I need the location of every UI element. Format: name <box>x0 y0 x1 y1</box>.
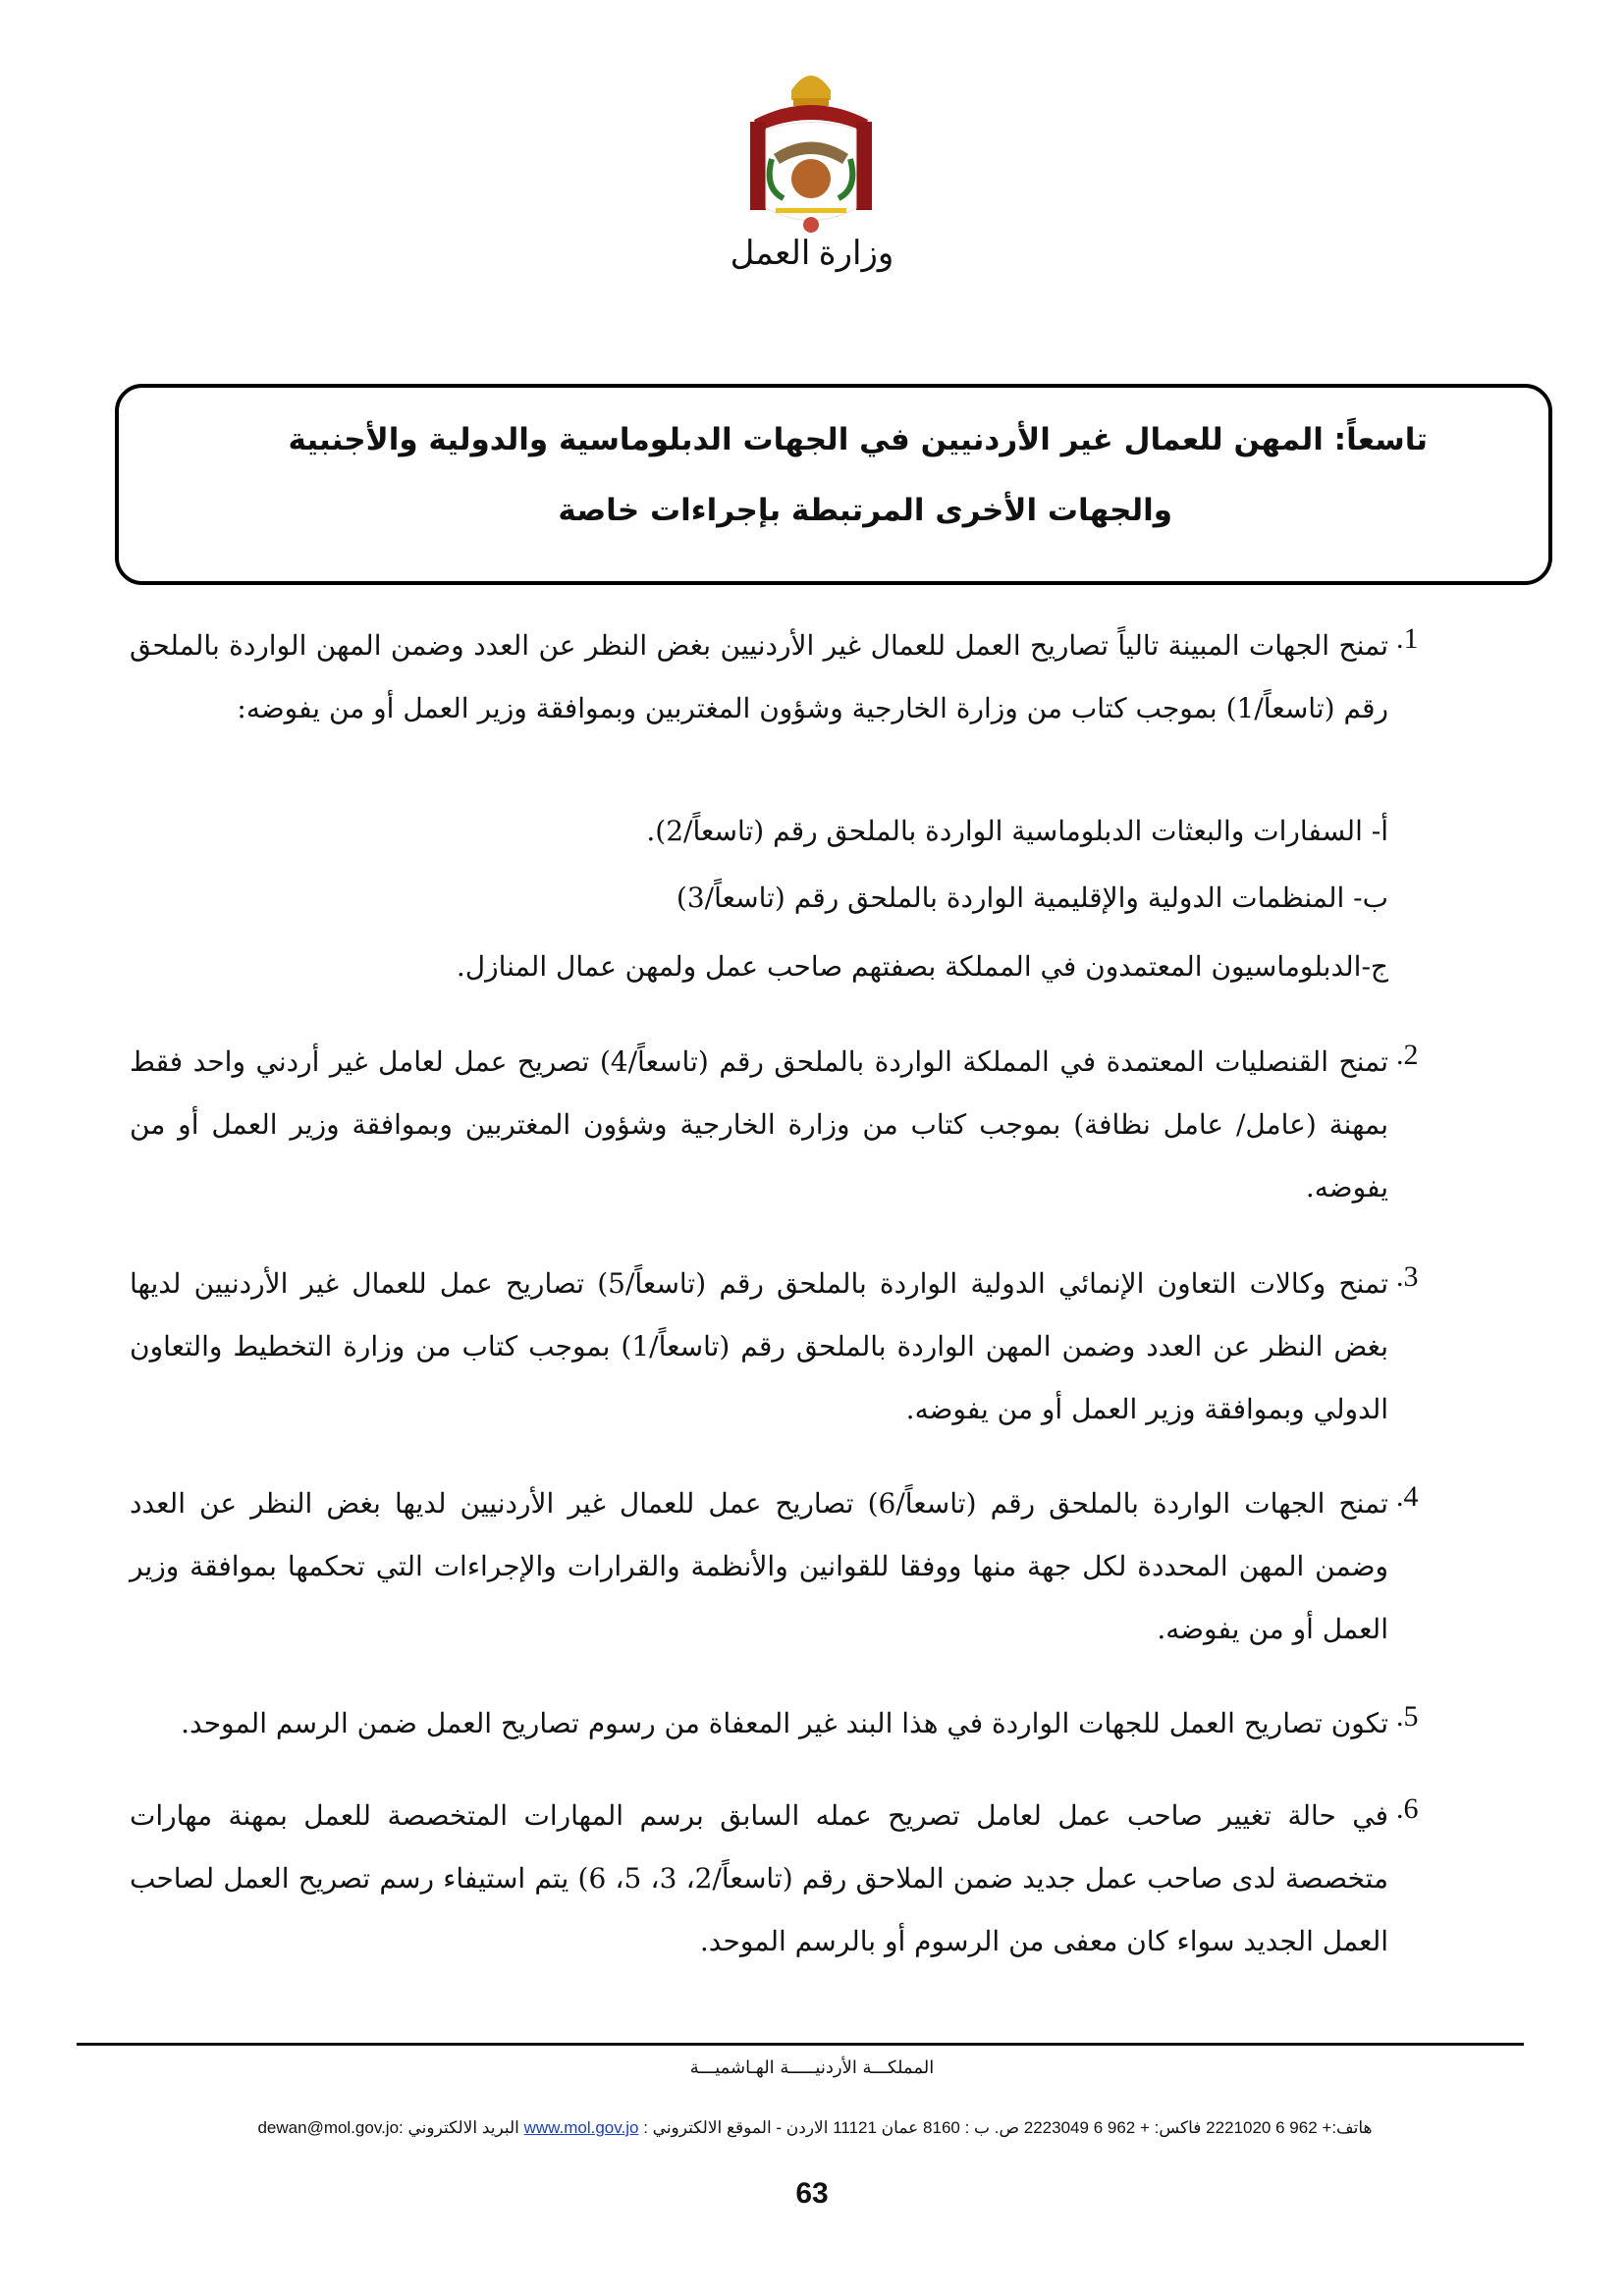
item-number: .4 <box>1396 1480 1419 1513</box>
sub-item: ب- المنظمات الدولية والإقليمية الواردة بالملحق رقم (تاسعاً/3) <box>676 881 1388 914</box>
section-heading-line-2: والجهات الأخرى المرتبطة بإجراءات خاصة <box>558 493 1172 528</box>
section-heading-line-1: تاسعاً: المهن للعمال غير الأردنيين في الجهات الدبلوماسية والدولية والأجنبية <box>288 422 1428 457</box>
website-link[interactable]: www.mol.gov.jo <box>523 2118 639 2137</box>
sub-item: أ- السفارات والبعثات الدبلوماسية الواردة بالملحق رقم (تاسعاً/2). <box>646 815 1388 847</box>
item-text: تمنح القنصليات المعتمدة في المملكة الواردة بالملحق رقم (تاسعاً/4) تصريح عمل لعامل غير أردني واحد فقط بمهنة (عامل/ عامل نظافة) بموجب كتاب من وزارة الخارجية وشؤون المغتربين وبموافقة وزير العمل أو من يفوضه. <box>130 1045 1389 1203</box>
item-number: .6 <box>1396 1792 1419 1825</box>
ministry-name: وزارة العمل <box>730 236 894 272</box>
item-number: .3 <box>1396 1260 1419 1293</box>
item-text: تمنح الجهات الواردة بالملحق رقم (تاسعاً/6) تصاريح عمل للعمال غير الأردنيين لديها بغض النظر عن العدد وضمن المهن المحددة لكل جهة منها ووفقا للقوانين والأنظمة والقرارات والإجراءات التي تحكمها بموافقة وزير العمل أو من يفوضه. <box>130 1487 1388 1645</box>
item-text: تمنح وكالات التعاون الإنمائي الدولية الواردة بالملحق رقم (تاسعاً/5) تصاريح عمل للعمال غير الأردنيين لديها بغض النظر عن العدد وضمن المهن الواردة بالملحق رقم (تاسعاً/1) بموجب كتاب من وزارة التخطيط والتعاون الدولي وبموافقة وزير العمل أو من يفوضه. <box>130 1267 1388 1425</box>
item-number: .5 <box>1396 1700 1419 1733</box>
footer-contact <box>98 2118 1532 2138</box>
footer-title: المملكـــة الأردنيـــــة الهـاشميـــة <box>689 2057 935 2078</box>
contact-email: البريد الالكتروني :dewan@mol.gov.jo <box>257 2118 519 2137</box>
sub-item: ج-الدبلوماسيون المعتمدون في المملكة بصفتهم صاحب عمل ولمهن عمال المنازل. <box>456 950 1388 983</box>
item-number: .2 <box>1396 1039 1419 1071</box>
item-text: تكون تصاريح العمل للجهات الواردة في هذا البند غير المعفاة من رسوم تصاريح العمل ضمن الرسم الموحد. <box>181 1707 1388 1739</box>
page-number: 63 <box>795 2177 829 2210</box>
footer-divider <box>77 2043 1524 2046</box>
contact-phone-fax-address: هاتف:+ 962 6 2221020 فاكس: + 962 6 2223049 ص. ب : 8160 عمان 11121 الاردن - الموقع الالكتروني : <box>643 2118 1373 2137</box>
item-text: تمنح الجهات المبينة تالياً تصاريح العمل للعمال غير الأردنيين بغض النظر عن العدد وضمن المهن الواردة بالملحق رقم (تاسعاً/1) بموجب كتاب من وزارة الخارجية وشؤون المغتربين وبموافقة وزير العمل أو من يفوضه: <box>130 629 1388 724</box>
coat-of-arms-logo <box>734 61 888 238</box>
item-number: .1 <box>1396 622 1419 655</box>
item-text: في حالة تغيير صاحب عمل لعامل تصريح عمله السابق برسم المهارات المتخصصة للعمل بمهنة مهارات متخصصة لدى صاحب عمل جديد ضمن الملاحق رقم (تاسعاً/2، 3، 5، 6) يتم استيفاء رسم تصريح العمل لصاحب العمل الجديد سواء كان معفى من الرسوم أو بالرسم الموحد. <box>130 1799 1388 1957</box>
section-heading-box <box>115 384 1552 585</box>
